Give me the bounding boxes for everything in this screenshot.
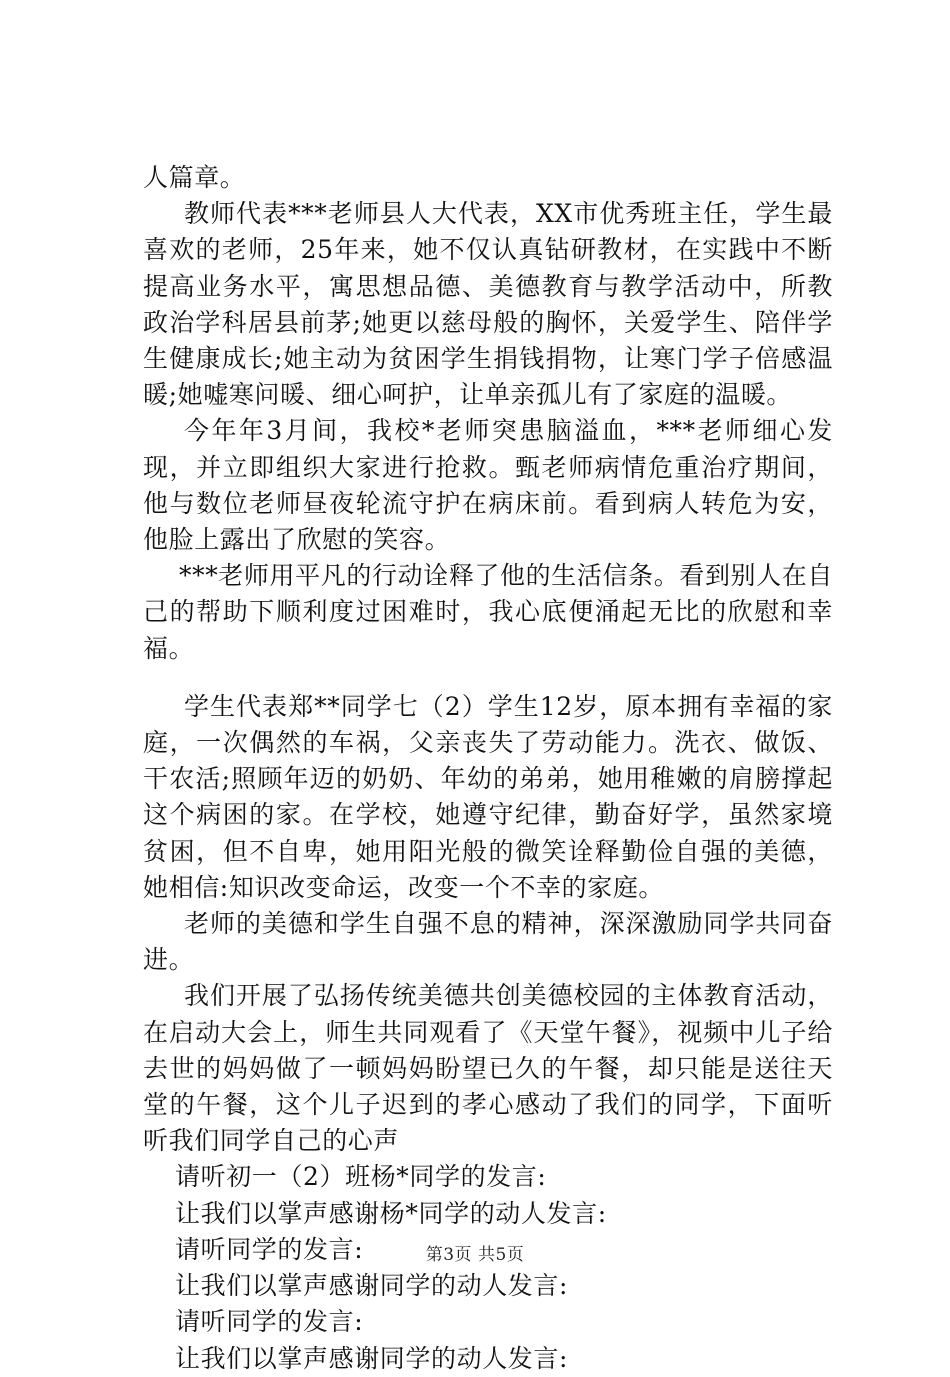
paragraph-life-motto: ***老师用平凡的行动诠释了他的生活信条。看到别人在自己的帮助下顺利度过困难时，我心底便涌起无比的欣慰和幸福。 [143,561,833,663]
paragraph-teacher-representative: 教师代表***老师县人大代表，XX市优秀班主任，学生最喜欢的老师，25年来，她不仅认真钻研教材，在实践中不断提高业务水平，寓思想品德、美德教育与教学活动中，所教政治学科居县前茅;她更以慈母般的胸怀，关爱学生、陪伴学生健康成长;她主动为贫困学生捐钱捐物，让寒门学子倍感温暖;她嘘寒问暖、细心呵护，让单亲孤儿有了家庭的温暖。 [143,199,833,410]
paragraph-student-representative: 学生代表郑**同学七（2）学生12岁，原本拥有幸福的家庭，一次偶然的车祸，父亲丧失了劳动能力。洗衣、做饭、干农活;照顾年迈的奶奶、年幼的弟弟，她用稚嫩的肩膀撑起这个病困的家。在学校，她遵守纪律，勤奋好学，虽然家境贫困，但不自卑，她用阳光般的微笑诠释勤俭自强的美德，她相信:知识改变命运，改变一个不幸的家庭。 [143,691,833,902]
speech-line: 让我们以掌声感谢同学的动人发言: [175,1271,569,1301]
paragraph-education-activity: 我们开展了弘扬传统美德共创美德校园的主体教育活动，在启动大会上，师生共同观看了《天堂午餐》，视频中儿子给去世的妈妈做了一顿妈妈盼望已久的午餐，却只能是送往天堂的午餐，这个儿子迟到的孝心感动了我们的同学，下面听听我们同学自己的心声 [143,981,833,1156]
page-footer: 第3页 共5页 [425,1245,525,1265]
paragraph-rescue-story: 今年年3月间，我校*老师突患脑溢血，***老师细心发现，并立即组织大家进行抢救。甄老师病情危重治疗期间，他与数位老师昼夜轮流守护在病床前。看到病人转危为安，他脸上露出了欣慰的笑容。 [143,416,833,555]
speech-line: 让我们以掌声感谢同学的动人发言: [175,1343,569,1373]
document-body [143,160,833,1377]
speech-line: 请听初一（2）班杨*同学的发言: [175,1162,547,1192]
paragraph-continuation: 人篇章。 [143,163,246,192]
speech-line: 请听同学的发言: [175,1234,364,1264]
speech-line: 请听同学的发言: [175,1307,364,1337]
paragraph-inspiration: 老师的美德和学生自强不息的精神，深深激励同学共同奋进。 [143,909,833,975]
speech-line: 让我们以掌声感谢杨*同学的动人发言: [175,1198,607,1228]
